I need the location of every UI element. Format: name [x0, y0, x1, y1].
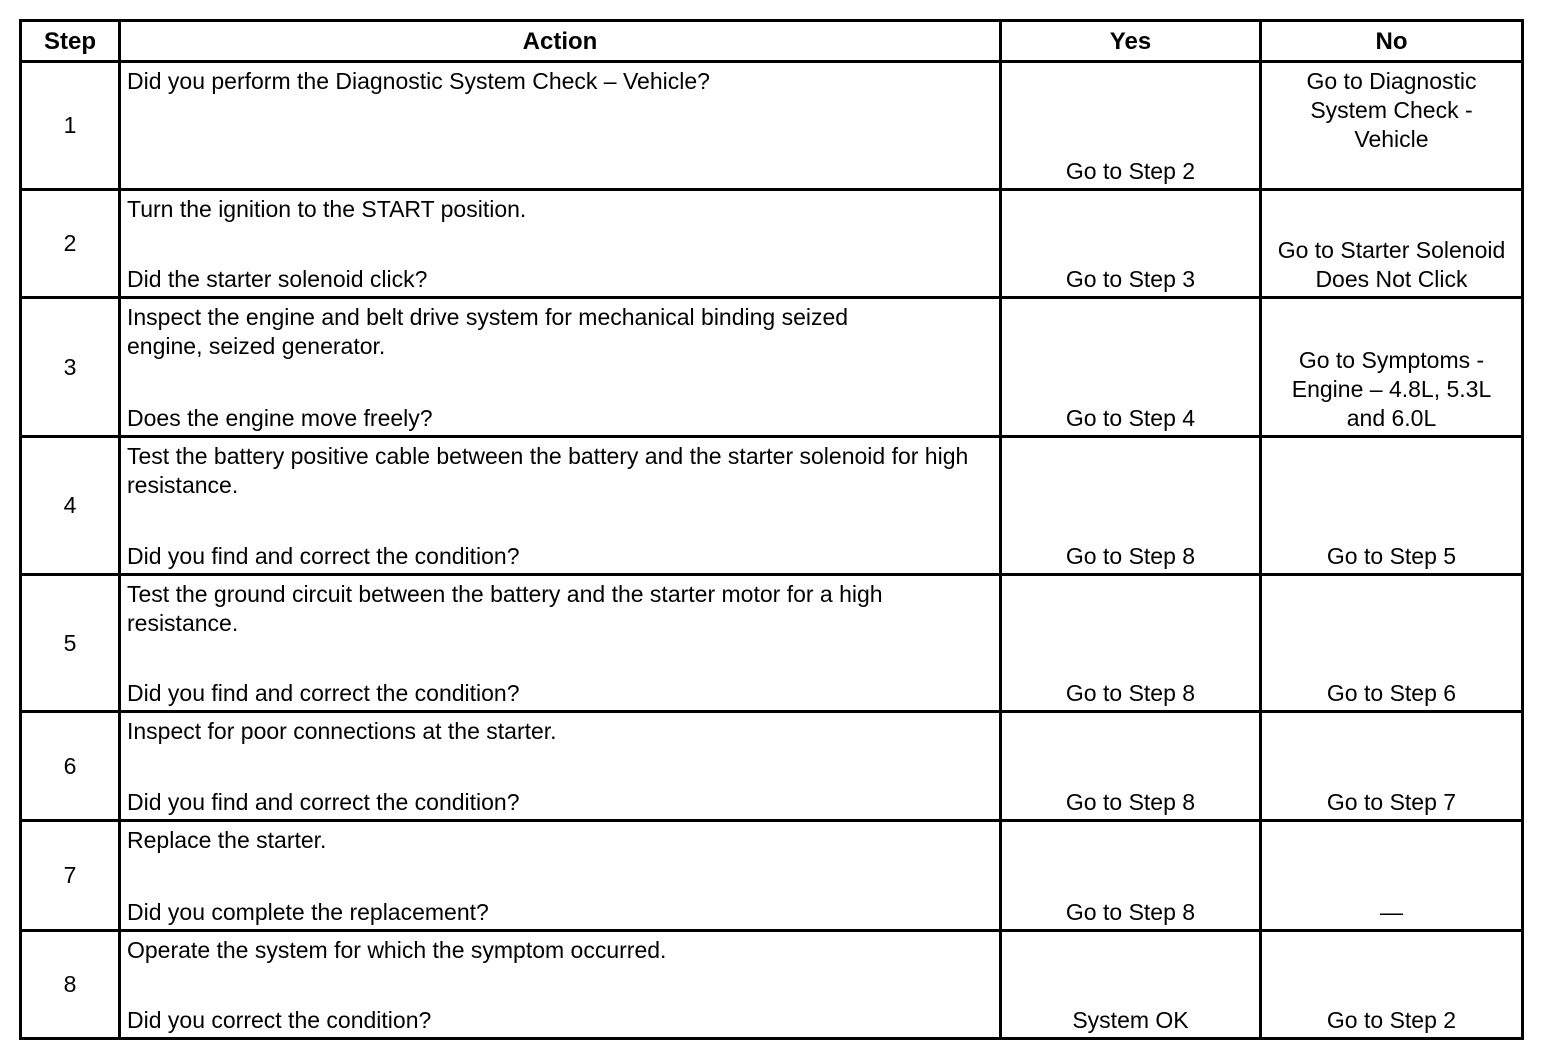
header-yes: Yes [1001, 21, 1261, 62]
step-number: 5 [21, 575, 120, 712]
diagnostic-table [19, 19, 1524, 1040]
header-no: No [1261, 21, 1523, 62]
action-question: Did you correct the condition? [127, 1007, 432, 1033]
action-cell [120, 931, 1001, 1039]
table-row [21, 931, 1523, 1039]
action-question: Did you find and correct the condition? [127, 543, 520, 569]
yes-result: System OK [1001, 931, 1261, 1039]
no-result-text: Go to Symptoms - Engine – 4.8L, 5.3L and 6.0L [1291, 347, 1492, 431]
action-instruction: Did you perform the Diagnostic System Check – Vehicle? [127, 68, 710, 94]
action-instruction: Inspect the engine and belt drive system for mechanical binding seized engine, seized generator. [127, 304, 849, 359]
action-cell [120, 821, 1001, 931]
action-cell [120, 575, 1001, 712]
no-result [1261, 298, 1523, 437]
step-number: 6 [21, 712, 120, 821]
table-row [21, 821, 1523, 931]
no-result-text: Go to Starter Solenoid Does Not Click [1277, 237, 1506, 292]
table-row [21, 437, 1523, 575]
no-result: — [1261, 821, 1523, 931]
no-result: Go to Step 6 [1261, 575, 1523, 712]
action-cell [120, 190, 1001, 298]
action-question: Did the starter solenoid click? [127, 266, 428, 292]
action-instruction: Turn the ignition to the START position. [127, 196, 527, 222]
action-instruction: Operate the system for which the symptom occurred. [127, 937, 667, 963]
step-number: 7 [21, 821, 120, 931]
action-instruction: Test the battery positive cable between the battery and the starter solenoid for high resistance. [127, 443, 969, 498]
no-result: Go to Step 7 [1261, 712, 1523, 821]
yes-result: Go to Step 4 [1001, 298, 1261, 437]
step-number: 2 [21, 190, 120, 298]
action-question: Did you complete the replacement? [127, 899, 489, 925]
action-cell [120, 712, 1001, 821]
step-number: 4 [21, 437, 120, 575]
no-result-text: Go to Diagnostic System Check - Vehicle [1306, 68, 1477, 152]
yes-result: Go to Step 8 [1001, 712, 1261, 821]
action-cell [120, 298, 1001, 437]
table-row [21, 62, 1523, 190]
action-question: Does the engine move freely? [127, 405, 433, 431]
action-cell [120, 437, 1001, 575]
action-question: Did you find and correct the condition? [127, 680, 520, 706]
table-row [21, 298, 1523, 437]
yes-result: Go to Step 8 [1001, 575, 1261, 712]
action-instruction: Inspect for poor connections at the starter. [127, 718, 557, 744]
no-result: Go to Step 2 [1261, 931, 1523, 1039]
table-row [21, 190, 1523, 298]
header-row [21, 21, 1523, 62]
action-instruction: Replace the starter. [127, 827, 327, 853]
header-step: Step [21, 21, 120, 62]
step-number: 8 [21, 931, 120, 1039]
yes-result: Go to Step 3 [1001, 190, 1261, 298]
action-cell [120, 62, 1001, 190]
no-result [1261, 190, 1523, 298]
table-row [21, 575, 1523, 712]
header-action: Action [120, 21, 1001, 62]
yes-result: Go to Step 2 [1001, 62, 1261, 190]
action-instruction: Test the ground circuit between the battery and the starter motor for a high resistance. [127, 581, 883, 636]
no-result [1261, 62, 1523, 190]
no-result: Go to Step 5 [1261, 437, 1523, 575]
table-row [21, 712, 1523, 821]
step-number: 3 [21, 298, 120, 437]
action-question: Did you find and correct the condition? [127, 789, 520, 815]
yes-result: Go to Step 8 [1001, 821, 1261, 931]
step-number: 1 [21, 62, 120, 190]
yes-result: Go to Step 8 [1001, 437, 1261, 575]
